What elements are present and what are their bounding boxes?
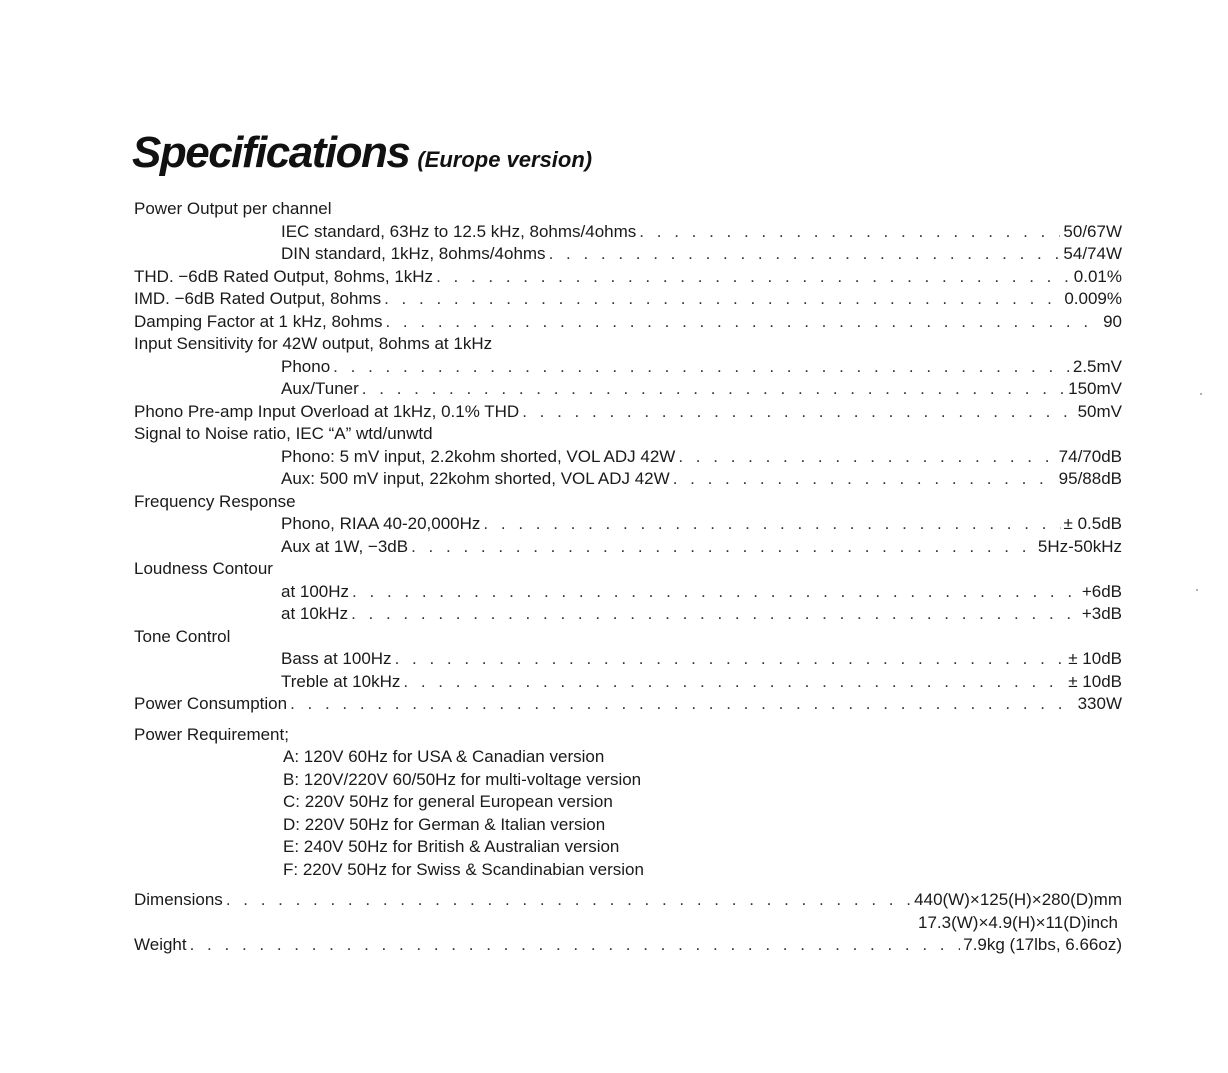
- dot-leader: [673, 468, 1056, 491]
- spacer: [0, 881, 1228, 889]
- dot-leader: [362, 378, 1065, 401]
- dot-leader: [190, 934, 961, 957]
- spec-value: ± 0.5dB: [1063, 514, 1122, 533]
- spec-label: Weight: [134, 935, 187, 954]
- spec-value: 2.5mV: [1072, 356, 1122, 376]
- spec-row-weight: [0, 934, 1122, 957]
- spec-value-inch: 17.3(W)×4.9(H)×11(D)inch: [918, 912, 1118, 932]
- spec-label: Phono, RIAA 40-20,000Hz: [281, 514, 481, 533]
- spec-label: Power Consumption: [134, 694, 288, 713]
- spec-label: Dimensions: [134, 890, 223, 909]
- power-requirement-item: [0, 859, 1228, 882]
- spec-label: THD. −6dB Rated Output, 8ohms, 1kHz: [134, 266, 434, 286]
- spec-value: ± 10dB: [1068, 671, 1122, 691]
- scan-speck: [1196, 589, 1198, 591]
- spec-label: Phono: [281, 356, 331, 376]
- dot-leader: [333, 356, 1070, 379]
- dot-leader: [403, 671, 1065, 694]
- spec-row-imd: [0, 288, 1122, 311]
- spec-value: 54/74W: [1063, 244, 1122, 263]
- dot-leader: [522, 401, 1074, 424]
- power-requirement-item: [0, 836, 1228, 859]
- spec-heading-input-sensitivity: [0, 333, 1228, 356]
- spec-heading-tone: [0, 626, 1228, 649]
- spec-heading-label: Power Requirement;: [134, 724, 289, 744]
- dot-leader: [639, 221, 1060, 244]
- spec-heading-power-output: [0, 198, 1228, 221]
- spec-value-mm: 440(W)×125(H)×280(D)mm: [914, 890, 1122, 909]
- spec-label: Damping Factor at 1 kHz, 8ohms: [134, 311, 383, 331]
- spec-value: 0.01%: [1073, 266, 1122, 286]
- power-requirement-text: F: 220V 50Hz for Swiss & Scandinabian version: [283, 859, 644, 879]
- spec-value: 95/88dB: [1058, 469, 1122, 488]
- power-requirement-text: C: 220V 50Hz for general European version: [283, 792, 613, 811]
- spec-value: 7.9kg (17lbs, 6.66oz): [963, 935, 1122, 954]
- spec-heading-snr: [0, 423, 1228, 446]
- spec-label: Bass at 100Hz: [281, 649, 392, 668]
- spec-heading-label: Tone Control: [134, 626, 231, 646]
- power-requirement-item: [0, 746, 1228, 769]
- spec-label: at 10kHz: [281, 604, 349, 623]
- spec-heading-loudness: [0, 558, 1228, 581]
- dot-leader: [226, 889, 911, 912]
- spec-row-phono-overload: [0, 401, 1122, 424]
- spec-row-snr-phono: [0, 446, 1122, 469]
- spec-value: 50mV: [1077, 401, 1122, 421]
- dot-leader: [351, 603, 1079, 626]
- spec-value: 90: [1103, 311, 1122, 331]
- spec-row-dimensions-inch: [0, 912, 1228, 935]
- spec-label: Phono Pre-amp Input Overload at 1kHz, 0.1% THD: [134, 401, 520, 421]
- spec-row-loudness-low: [0, 581, 1122, 604]
- spec-row-freq-phono: [0, 513, 1122, 536]
- spec-label: IMD. −6dB Rated Output, 8ohms: [134, 289, 382, 308]
- scan-speck: [1200, 393, 1202, 395]
- title-main: Specifications: [132, 128, 410, 177]
- spec-value: 150mV: [1068, 379, 1122, 398]
- spec-heading-label: Input Sensitivity for 42W output, 8ohms at 1kHz: [134, 334, 493, 353]
- dot-leader: [549, 243, 1061, 266]
- page-title: [132, 128, 592, 178]
- spec-label: IEC standard, 63Hz to 12.5 kHz, 8ohms/4ohms: [281, 221, 637, 241]
- dot-leader: [385, 311, 1100, 334]
- dot-leader: [411, 536, 1035, 559]
- power-requirement-item: [0, 791, 1228, 814]
- spec-row-input-phono: [0, 356, 1122, 379]
- spec-row-loudness-high: [0, 603, 1122, 626]
- power-requirement-item: [0, 814, 1228, 837]
- specifications-list: [0, 198, 1228, 957]
- spec-row-power-consumption: [0, 693, 1122, 716]
- spec-heading-label: Power Output per channel: [134, 199, 332, 218]
- spec-row-tone-treble: [0, 671, 1122, 694]
- spec-row-din: [0, 243, 1122, 266]
- spec-row-thd: [0, 266, 1122, 289]
- spec-value: +6dB: [1081, 581, 1122, 601]
- power-requirement-text: D: 220V 50Hz for German & Italian version: [283, 814, 606, 834]
- spec-row-dimensions: [0, 889, 1122, 912]
- spec-heading-label: Frequency Response: [134, 491, 296, 511]
- spec-label: Aux at 1W, −3dB: [281, 536, 409, 556]
- spec-heading-frequency-response: [0, 491, 1228, 514]
- power-requirement-text: A: 120V 60Hz for USA & Canadian version: [283, 747, 605, 766]
- spec-label: at 100Hz: [281, 581, 350, 601]
- spec-value: 50/67W: [1063, 221, 1122, 241]
- spec-heading-power-requirement: [0, 724, 1228, 747]
- spec-label: Phono: 5 mV input, 2.2kohm shorted, VOL ADJ 42W: [281, 446, 676, 466]
- spec-value: 330W: [1077, 694, 1122, 713]
- spec-row-freq-aux: [0, 536, 1122, 559]
- dot-leader: [678, 446, 1055, 469]
- spec-value: 5Hz-50kHz: [1037, 536, 1122, 556]
- spec-row-damping: [0, 311, 1122, 334]
- spec-row-tone-bass: [0, 648, 1122, 671]
- spec-label: DIN standard, 1kHz, 8ohms/4ohms: [281, 244, 546, 263]
- spec-label: Aux/Tuner: [281, 379, 359, 398]
- title-subtitle: (Europe version): [417, 147, 593, 172]
- spec-value: 0.009%: [1064, 289, 1122, 308]
- dot-leader: [436, 266, 1071, 289]
- spec-value: ± 10dB: [1068, 649, 1122, 668]
- spacer: [0, 716, 1228, 724]
- spec-heading-label: Signal to Noise ratio, IEC “A” wtd/unwtd: [134, 424, 433, 443]
- dot-leader: [395, 648, 1066, 671]
- spec-value: +3dB: [1081, 604, 1122, 623]
- dot-leader: [384, 288, 1061, 311]
- spec-row-input-aux: [0, 378, 1122, 401]
- power-requirement-text: B: 120V/220V 60/50Hz for multi-voltage version: [283, 769, 642, 789]
- dot-leader: [483, 513, 1060, 536]
- spec-heading-label: Loudness Contour: [134, 559, 273, 578]
- spec-label: Aux: 500 mV input, 22kohm shorted, VOL ADJ 42W: [281, 469, 670, 488]
- dot-leader: [290, 693, 1075, 716]
- spec-value: 74/70dB: [1058, 446, 1122, 466]
- spec-row-snr-aux: [0, 468, 1122, 491]
- dot-leader: [352, 581, 1079, 604]
- power-requirement-text: E: 240V 50Hz for British & Australian version: [283, 837, 620, 856]
- spec-label: Treble at 10kHz: [281, 671, 401, 691]
- power-requirement-item: [0, 769, 1228, 792]
- spec-row-iec: [0, 221, 1122, 244]
